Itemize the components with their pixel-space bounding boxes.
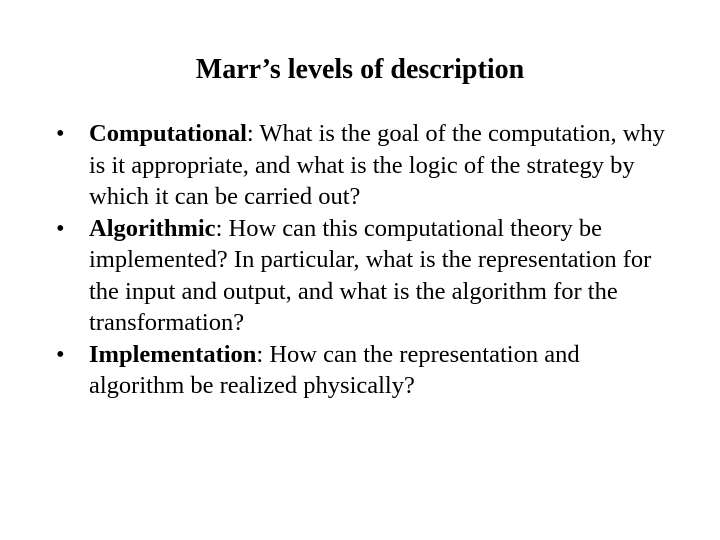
bullet-text: : What is the goal of the computation, why is it appropriate, and what is the logic of the strategy by which it can be carried out? bbox=[89, 120, 665, 210]
bullet-icon: • bbox=[56, 214, 65, 242]
bullet-algorithmic bbox=[56, 213, 666, 339]
bullet-text: : How can the representation and algorithm be realized physically? bbox=[89, 340, 580, 399]
bullet-computational bbox=[56, 118, 666, 213]
bullet-icon: • bbox=[56, 120, 65, 147]
bullet-icon: • bbox=[56, 340, 65, 368]
bullet-list bbox=[56, 118, 666, 402]
slide-title: Marr’s levels of description bbox=[195, 54, 525, 85]
bullet-term: Computational bbox=[89, 120, 247, 147]
bullet-term: Implementation bbox=[89, 340, 257, 368]
bullet-term: Algorithmic bbox=[89, 214, 216, 242]
bullet-implementation bbox=[56, 339, 666, 402]
bullet-text: : How can this computational theory be implemented? In particular, what is the representation for the input and output, and what is the algorithm for the transformation? bbox=[89, 214, 652, 336]
